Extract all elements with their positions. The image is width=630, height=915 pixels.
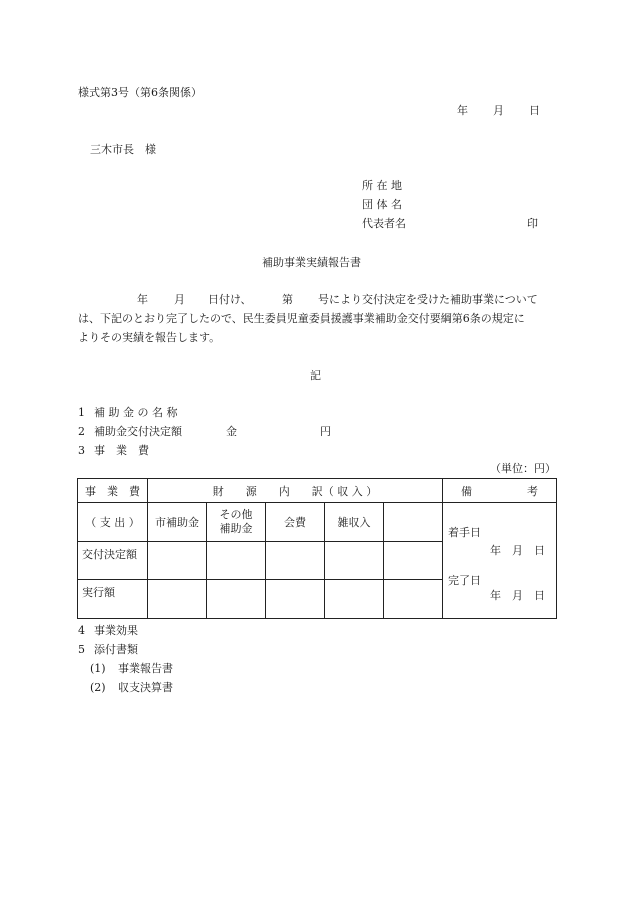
cell-kofu-fee (266, 542, 325, 580)
item-3-label: 事 業 費 (94, 444, 149, 457)
ki-heading: 記 (310, 369, 321, 382)
item-1-number: 1 (78, 406, 85, 419)
document-title: 補助事業実績報告書 (262, 256, 361, 269)
table-header-row-2 (78, 503, 557, 542)
cell-jikko-blank (384, 580, 443, 619)
cell-kofu-city (148, 542, 207, 580)
representative-label: 代表者名 (362, 217, 406, 230)
header-other-subsidy-line2: 補助金 (219, 522, 253, 535)
cell-kofu-other (207, 542, 266, 580)
header-other-subsidy-line1: その他 (219, 508, 253, 521)
start-date-ymd: 年 月 日 (490, 544, 546, 557)
start-date-label: 着手日 (448, 526, 482, 539)
header-zaigen: 財 源 内 訳（ 収 入 ） (148, 479, 443, 503)
item-3-number: 3 (78, 444, 85, 457)
cell-jikko-other (207, 580, 266, 619)
cell-kofu-misc (325, 542, 384, 580)
item-4-number: 4 (78, 624, 85, 637)
completion-date-ymd: 年 月 日 (490, 589, 546, 602)
header-membership-fee: 会費 (266, 503, 325, 542)
header-jigyohi: 事 業 費 (78, 479, 148, 503)
header-biko: 備 考 (443, 479, 557, 503)
seal-mark: 印 (527, 217, 538, 230)
body-line1-rest: 号により交付決定を受けた補助事業について (318, 293, 538, 306)
attachment-2-number: (2) (90, 681, 106, 694)
body-month: 月 (174, 293, 185, 306)
address-label: 所 在 地 (362, 179, 402, 192)
completion-date-label: 完了日 (448, 574, 482, 587)
item-2-label: 補助金交付決定額 (94, 425, 182, 438)
row-label-jikko: 実行額 (78, 580, 148, 619)
table-header-row-1 (78, 479, 557, 503)
cell-jikko-fee (266, 580, 325, 619)
item-4-label: 事業効果 (94, 624, 138, 637)
remarks-cell (443, 503, 557, 619)
item-2-number: 2 (78, 425, 85, 438)
form-reference: 様式第3号（第6条関係） (78, 86, 202, 99)
attachment-1-label: 事業報告書 (118, 662, 173, 675)
header-city-subsidy: 市補助金 (148, 503, 207, 542)
item-2-kin: 金 (226, 425, 237, 438)
item-5-number: 5 (78, 643, 85, 656)
date-month: 月 (493, 104, 504, 117)
item-1-label: 補 助 金 の 名 称 (94, 406, 178, 419)
header-shishutsu: （ 支 出 ） (78, 503, 148, 542)
date-year: 年 (457, 104, 468, 117)
header-misc-income: 雑収入 (325, 503, 384, 542)
body-year: 年 (137, 293, 148, 306)
item-5-label: 添付書類 (94, 643, 138, 656)
body-dated: 日付け、 (208, 293, 252, 306)
attachment-2-label: 収支決算書 (118, 681, 173, 694)
addressee: 三木市長 様 (90, 143, 156, 156)
expense-table (77, 478, 557, 619)
row-label-kofu: 交付決定額 (78, 542, 148, 580)
cell-jikko-city (148, 580, 207, 619)
date-day: 日 (529, 104, 540, 117)
header-other-subsidy (207, 503, 266, 542)
cell-jikko-misc (325, 580, 384, 619)
unit-note: （単位：円） (490, 462, 556, 475)
body-line2: は、下記のとおり完了したので、民生委員児童委員援護事業補助金交付要綱第6条の規定に (78, 312, 525, 325)
org-name-label: 団 体 名 (362, 198, 402, 211)
body-dai: 第 (282, 293, 293, 306)
body-line3: よりその実績を報告します。 (78, 331, 221, 344)
header-blank (384, 503, 443, 542)
attachment-1-number: (1) (90, 662, 106, 675)
item-2-yen: 円 (320, 425, 331, 438)
cell-kofu-blank (384, 542, 443, 580)
